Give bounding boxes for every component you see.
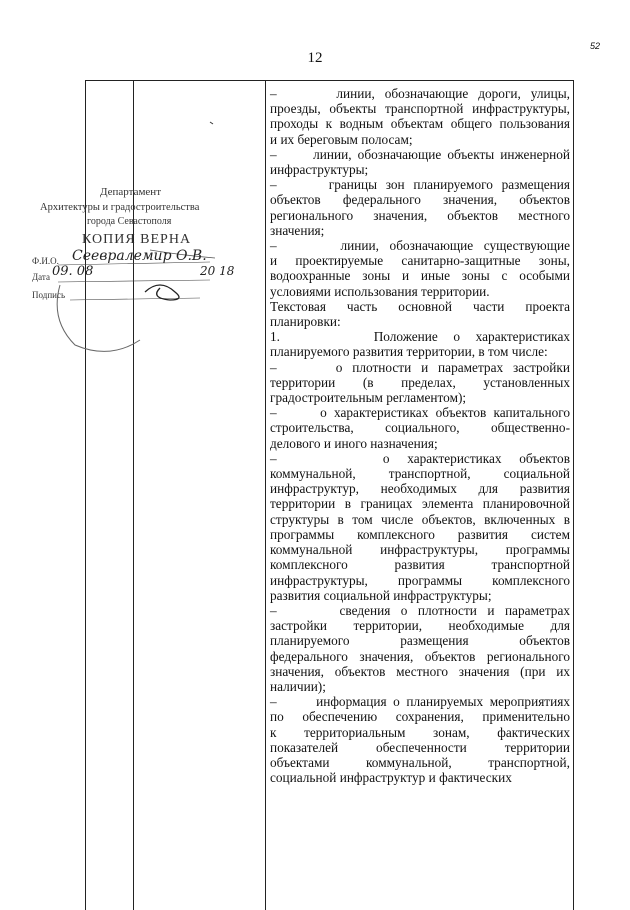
text-line: комплексного развития транспортной (270, 557, 570, 573)
stamp-year-value: 20 18 (200, 264, 235, 278)
text-line: проходы к водным объектам общего пользования (270, 116, 570, 132)
text-line: по обеспечению сохранения, применительно (270, 709, 570, 725)
corner-page-number: 52 (590, 41, 601, 51)
stamp-date-label: Дата (32, 272, 50, 282)
text-line: регионального значения, объектов местного (270, 207, 570, 223)
stamp-date-value: 09. 08 (52, 264, 94, 279)
text-line: делового и иного назначения; (270, 435, 438, 451)
text-line: показателей обеспеченности территории (270, 739, 570, 755)
text-line: коммунальной, транспортной, социальной (270, 466, 570, 482)
stamp-copy-verified: КОПИЯ ВЕРНА (82, 232, 192, 247)
text-line: инфраструктуры; (270, 162, 369, 178)
text-line: инфраструктуры, программы комплексного (270, 572, 570, 588)
text-line: планируемого размещения объектов (270, 633, 570, 649)
text-line: 1. Положение о характеристиках (270, 329, 570, 345)
text-line: территории в границах элемента планировочной (270, 496, 570, 512)
text-line: коммунальной инфраструктуры, программы (270, 542, 570, 558)
text-line: территории (в пределах, установленных (270, 374, 570, 390)
text-line: значения; (270, 222, 325, 238)
document-text (270, 86, 570, 785)
text-line: федерального значения, объектов регионального (270, 648, 570, 664)
text-line: объектами коммунальной, транспортной, (270, 754, 570, 770)
text-line: – о характеристиках объектов капитального (270, 405, 570, 421)
stamp-fio-value: Сеевралемир О.В. (72, 248, 207, 264)
text-line: градостроительным регламентом); (270, 390, 467, 406)
text-line: к территориальным зонам, фактических (270, 724, 570, 740)
text-line: планируемого развития территории, в том числе: (270, 344, 548, 360)
text-line: проезды, объекты транспортной инфраструктуры, (270, 101, 570, 117)
stamp-sign-label: Подпись (32, 290, 66, 300)
text-line: развития социальной инфраструктуры; (270, 587, 492, 603)
text-line: строительства, социального, общественно- (270, 420, 570, 436)
text-line: Текстовая часть основной части проекта (270, 298, 570, 314)
text-line: объектов федерального значения, объектов (270, 192, 570, 208)
text-line: программы комплексного развития систем (270, 526, 570, 542)
stamp-line-department: Департамент (100, 186, 162, 198)
text-line: – линии, обозначающие существующие (270, 238, 570, 254)
text-line: планировки: (270, 314, 341, 330)
stamp-line-city: города Севастополя (87, 216, 172, 227)
stamp-fio-label: Ф.И.О. (32, 256, 59, 266)
text-line: – о плотности и параметрах застройки (270, 359, 570, 375)
stamp-line-architecture: Архитектуры и градостроительства (40, 202, 200, 213)
text-line: – линии, обозначающие объекты инженерной (270, 146, 570, 162)
text-line: значения, объектов местного значения (при их (270, 663, 570, 679)
text-line: – границы зон планируемого размещения (270, 177, 570, 193)
page-number: 12 (307, 50, 323, 66)
text-line: – информация о планируемых мероприятиях (270, 694, 570, 710)
text-line: и их береговым полосам; (270, 131, 413, 147)
text-line: водоохранные зоны и иные зоны с особыми (270, 268, 570, 284)
text-line: и проектируемые санитарно-защитные зоны, (270, 253, 570, 269)
text-line: социальной инфраструктур и фактических (270, 770, 512, 786)
text-line: структуры в том числе объектов, включенных в (270, 511, 570, 527)
text-line: застройки территории, необходимые для (270, 618, 570, 634)
text-line: условиями использования территории. (270, 283, 490, 299)
text-line: – линии, обозначающие дороги, улицы, (270, 86, 570, 101)
text-line: – сведения о плотности и параметрах (270, 602, 570, 618)
text-line: наличии); (270, 678, 326, 694)
text-line: – о характеристиках объектов (270, 450, 570, 466)
text-line: инфраструктур, необходимых для развития (270, 481, 570, 497)
